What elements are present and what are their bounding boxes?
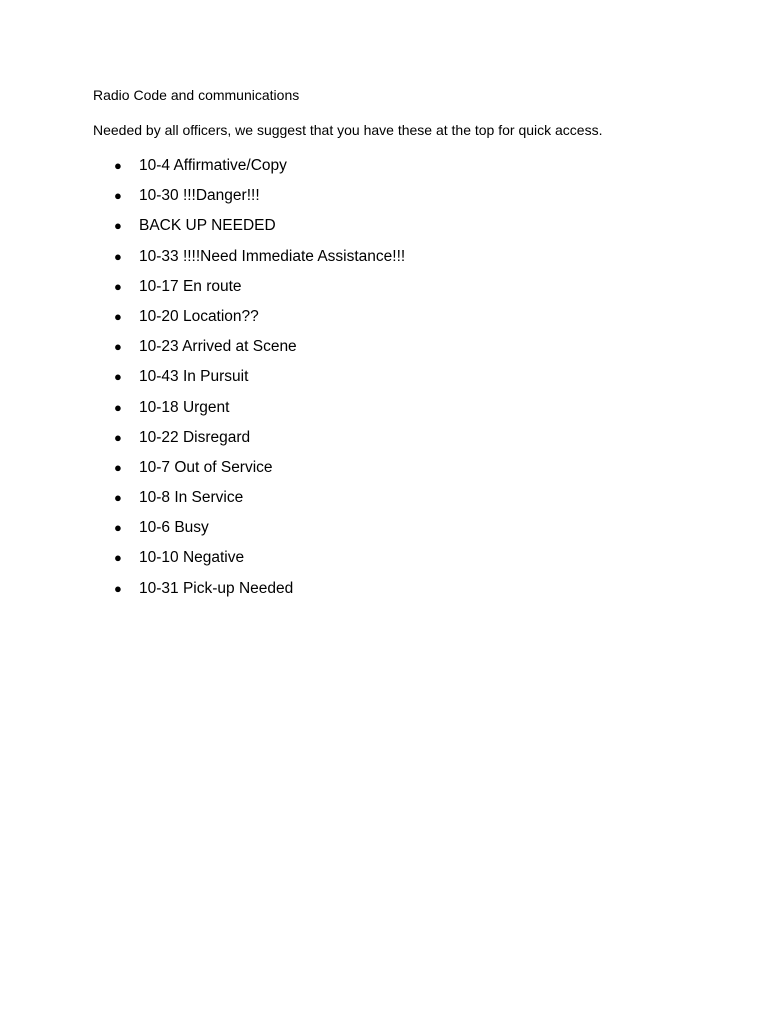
radio-code-text: 10-43 In Pursuit [139,368,249,386]
list-item [0,246,700,276]
intro-paragraph: Needed by all officers, we suggest that you have these at the top for quick access. [93,122,603,138]
list-item [0,306,700,336]
radio-code-text: 10-7 Out of Service [139,458,273,476]
radio-code-text: BACK UP NEEDED [139,217,276,235]
bullet-icon: ● [114,399,122,415]
radio-code-text: 10-31 Pick-up Needed [139,579,294,597]
radio-code-text: 10-22 Disregard [139,428,251,446]
bullet-icon: ● [114,158,122,173]
bullet-icon: ● [114,580,122,596]
bullet-icon: ● [114,278,122,294]
list-item [0,517,700,547]
radio-code-text: 10-4 Affirmative/Copy [139,157,287,174]
radio-code-text: 10-6 Busy [139,519,209,537]
bullet-icon: ● [114,550,122,566]
list-item [0,427,700,457]
radio-code-text: 10-8 In Service [139,489,244,507]
bullet-icon: ● [114,369,122,385]
list-item [0,276,700,306]
bullet-icon: ● [114,490,122,506]
radio-code-text: 10-20 Location?? [139,307,259,325]
list-item [0,336,700,366]
radio-code-text: 10-30 !!!Danger!!! [139,187,260,205]
bullet-icon: ● [114,218,122,234]
list-item [0,457,700,487]
page-title: Radio Code and communications [93,87,300,103]
radio-code-text: 10-17 En route [139,277,242,295]
list-item [0,155,700,185]
list-item [0,366,700,396]
bullet-icon: ● [114,520,122,536]
list-item [0,547,700,577]
radio-code-text: 10-23 Arrived at Scene [139,338,297,356]
radio-code-list [0,155,700,608]
radio-code-text: 10-18 Urgent [139,398,230,416]
bullet-icon: ● [114,429,122,445]
bullet-icon: ● [114,248,122,264]
radio-code-text: 10-10 Negative [139,549,245,567]
radio-code-text: 10-33 !!!!Need Immediate Assistance!!! [139,247,406,265]
list-item [0,185,700,215]
list-item [0,397,700,427]
bullet-icon: ● [114,188,122,204]
list-item [0,578,700,608]
list-item [0,487,700,517]
bullet-icon: ● [114,459,122,475]
bullet-icon: ● [114,339,122,355]
list-item [0,215,700,245]
bullet-icon: ● [114,308,122,324]
